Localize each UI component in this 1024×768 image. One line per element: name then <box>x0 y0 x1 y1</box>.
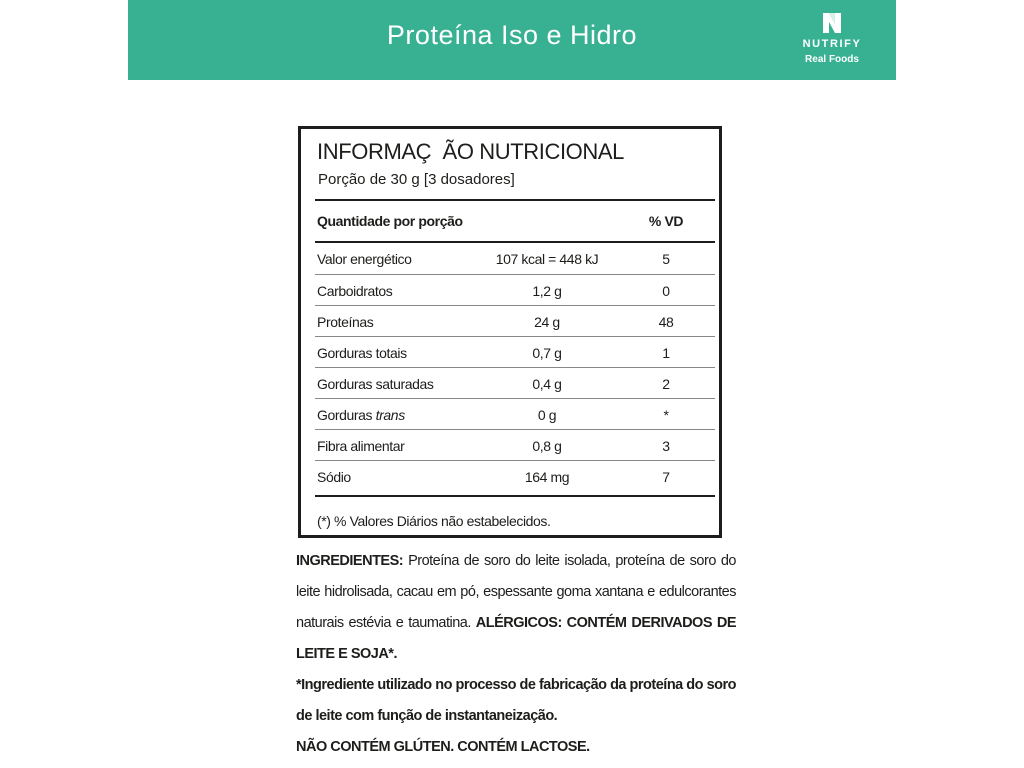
divider <box>315 460 715 461</box>
row-label: Gorduras saturadas <box>317 376 434 392</box>
row-label-italic: trans <box>375 407 405 423</box>
row-amount: 0,7 g <box>532 345 562 361</box>
row-amount: 164 mg <box>524 469 570 485</box>
row-vd: 48 <box>658 314 674 330</box>
header-amount: Quantidade por porção <box>317 213 463 229</box>
row-amount: 107 kcal = 448 kJ <box>495 251 599 267</box>
brand-logo <box>780 10 884 65</box>
row-vd: 5 <box>662 251 670 267</box>
divider <box>315 367 715 368</box>
divider <box>315 336 715 337</box>
gluten-lactose-notice: NÃO CONTÉM GLÚTEN. CONTÉM LACTOSE. <box>296 739 590 755</box>
table-header <box>317 213 713 233</box>
row-vd: 0 <box>662 283 670 299</box>
row-vd: 3 <box>662 438 670 454</box>
ingredient-note: *Ingrediente utilizado no processo de fabricação da proteína do soro de leite com função de instantaneização. <box>296 677 736 724</box>
divider <box>315 274 715 275</box>
row-label <box>317 407 405 423</box>
table-row <box>317 345 713 365</box>
divider <box>315 241 715 243</box>
table-row <box>317 438 713 458</box>
nutrify-logo-icon <box>819 10 845 36</box>
ingredients-label: INGREDIENTES: <box>296 553 404 569</box>
header-vd: % VD <box>648 213 684 229</box>
allergens-warning: ALÉRGICOS: CONTÉM DERIVADOS DE LEITE E SOJA*. <box>296 615 736 662</box>
row-vd: * <box>663 407 669 423</box>
divider <box>315 495 715 497</box>
row-vd: 7 <box>662 469 670 485</box>
row-vd: 1 <box>662 345 670 361</box>
divider <box>315 305 715 306</box>
nutrition-title: INFORMAÇ ÃO NUTRICIONAL <box>317 139 624 164</box>
serving-size: Porção de 30 g [3 dosadores] <box>318 171 515 188</box>
divider <box>315 199 715 201</box>
row-label-text: Gorduras <box>317 407 373 423</box>
row-vd: 2 <box>662 376 670 392</box>
row-amount: 0,4 g <box>532 376 562 392</box>
header-banner <box>128 0 896 80</box>
table-row <box>317 376 713 396</box>
table-row <box>317 314 713 334</box>
row-label: Proteínas <box>317 314 374 330</box>
table-row <box>317 251 713 271</box>
nutrition-facts-panel <box>298 126 722 538</box>
row-label: Gorduras totais <box>317 345 407 361</box>
brand-name: NUTRIFY <box>802 38 862 50</box>
divider <box>315 398 715 399</box>
row-label: Carboidratos <box>317 283 393 299</box>
divider <box>315 429 715 430</box>
row-amount: 0 g <box>537 407 557 423</box>
row-amount: 0,8 g <box>532 438 562 454</box>
row-label: Fibra alimentar <box>317 438 405 454</box>
table-row <box>317 283 713 303</box>
table-row <box>317 469 713 489</box>
table-row <box>317 407 713 427</box>
ingredients-text: Proteína de soro do leite isolada, proteína de soro do leite hidrolisada, cacau em pó, espessante goma xantana e edulcorantes naturais estévia e taumatina. <box>296 553 736 631</box>
footnote: (*) % Valores Diários não estabelecidos. <box>317 513 551 529</box>
ingredients-block <box>296 546 736 763</box>
brand-tagline: Real Foods <box>805 54 859 65</box>
row-amount: 1,2 g <box>532 283 562 299</box>
row-label: Sódio <box>317 469 351 485</box>
row-amount: 24 g <box>534 314 560 330</box>
row-label: Valor energético <box>317 251 412 267</box>
product-title: Proteína Iso e Hidro <box>386 20 638 50</box>
